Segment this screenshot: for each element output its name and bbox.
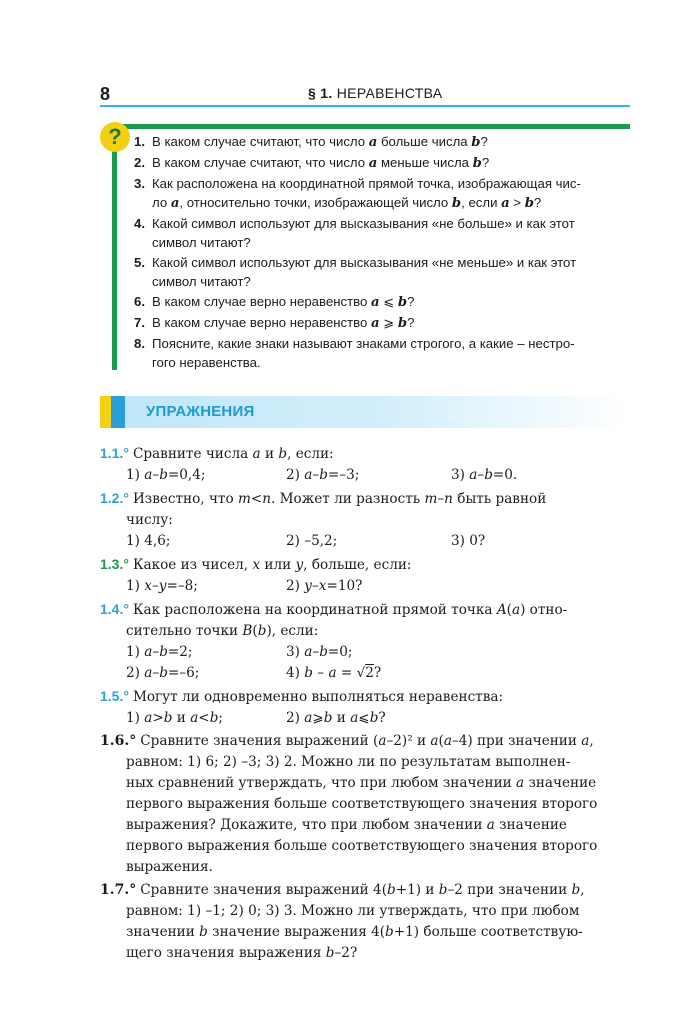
exercise-text: Сравните числа a и b, если: <box>132 446 334 462</box>
exercise-statement <box>100 731 630 752</box>
section-name: НЕРАВЕНСТВА <box>336 85 443 101</box>
exercise-item <box>100 599 630 684</box>
exercise-text: Сравните значения выражений 4(b+1) и b–2 при значении b, <box>140 882 585 898</box>
exercise-number: 1.4.° <box>100 601 129 617</box>
exercise-text: Могут ли одновременно выполняться неравенства: <box>132 689 504 705</box>
exercise-item <box>100 686 630 729</box>
header-rule <box>100 105 630 107</box>
question-item <box>134 174 630 213</box>
exercise-continuation: числу: <box>126 512 173 528</box>
question-item <box>134 132 630 152</box>
question-text: Какой символ используют для высказывания «не больше» и как этот символ читают? <box>152 216 575 250</box>
exercise-option <box>451 663 601 684</box>
exercise-options-row <box>100 465 630 486</box>
exercise-item <box>100 731 630 878</box>
exercise-text: Сравните значения выражений (a–2)² и a(a–4) при значении a, <box>140 733 594 749</box>
exercise-number: 1.1.° <box>100 445 129 461</box>
exercise-option: 2) y–x=10? <box>286 578 363 594</box>
exercise-option: 1) a–b=0,4; <box>126 467 206 483</box>
exercise-number: 1.5.° <box>100 688 129 704</box>
question-item <box>134 292 630 312</box>
section-title <box>308 85 442 101</box>
exercise-item <box>100 554 630 597</box>
banner-blue-bar <box>111 396 125 428</box>
question-item <box>134 253 630 291</box>
question-number: 3. <box>134 176 145 191</box>
exercise-statement <box>100 599 630 621</box>
question-text: В каком случае верно неравенство a ⩾ b? <box>152 315 415 331</box>
question-number: 7. <box>134 315 145 330</box>
question-text: В каком случае считают, что число a меньше числа b? <box>152 155 490 171</box>
question-text: Какой символ используют для высказывания «не меньше» и как этот символ читают? <box>152 255 577 289</box>
exercise-option: 2) a–b=–6; <box>126 665 200 681</box>
question-text: Как расположена на координатной прямой точка, изображающая чис- ло a, относительно точки, изображающей число b, если a > b? <box>152 176 581 211</box>
exercise-item <box>100 880 630 964</box>
exercise-continuation: равном: 1) 6; 2) –3; 3) 2. Можно ли по результатам выполнен- ных сравнений утверждать, что при любом значении a значение первого выражения больше соответствующего значения второго выражения? Докажите, что при любом значении a значение первого выражения больше соответствующего значения второго выражения. <box>126 754 598 875</box>
question-number: 6. <box>134 294 145 309</box>
question-number: 1. <box>134 134 145 149</box>
exercise-number: 1.2.° <box>100 490 129 506</box>
exercises-banner <box>100 396 630 428</box>
exercise-statement <box>100 488 630 510</box>
exercise-option: 3) a–b=0; <box>286 644 353 660</box>
question-number: 4. <box>134 216 145 231</box>
section-mark: § 1. <box>308 85 333 101</box>
question-number: 2. <box>134 155 145 170</box>
exercise-option: 1) a>b и a<b; <box>126 710 223 726</box>
exercise-option <box>451 708 601 729</box>
exercise-options-row <box>100 576 630 597</box>
exercise-statement <box>100 880 630 901</box>
question-item <box>134 334 630 372</box>
exercise-statement <box>100 443 630 465</box>
question-number: 8. <box>134 336 145 351</box>
exercise-continuation: сительно точки B(b), если: <box>126 623 319 639</box>
exercises-title: УПРАЖНЕНИЯ <box>146 403 255 420</box>
questions-top-rule <box>112 124 630 129</box>
exercise-number: 1.3.° <box>100 556 129 572</box>
question-item <box>134 313 630 333</box>
exercise-statement <box>100 686 630 708</box>
exercise-number: 1.6.° <box>100 733 137 749</box>
exercise-option: 3) 0? <box>451 533 486 549</box>
exercise-option: 1) x–y=–8; <box>126 578 198 594</box>
exercise-options-row <box>100 642 630 663</box>
page-number: 8 <box>100 84 111 104</box>
banner-yellow-bar <box>100 396 111 428</box>
question-number: 5. <box>134 255 145 270</box>
exercise-option: 2) a⩾b и a⩽b? <box>286 710 386 726</box>
question-text: Поясните, какие знаки называют знаками строгого, а какие – нестро- гого неравенства. <box>152 336 575 370</box>
exercise-option: 1) a–b=2; <box>126 644 193 660</box>
exercise-options-row <box>100 708 630 729</box>
exercise-options-row <box>100 663 630 684</box>
exercise-number: 1.7.° <box>100 882 137 898</box>
exercise-item <box>100 443 630 486</box>
exercise-option: 3) a–b=0. <box>451 467 518 483</box>
exercise-option <box>451 642 601 663</box>
exercise-option: 2) –5,2; <box>286 533 338 549</box>
exercise-text: Какое из чисел, x или y, больше, если: <box>132 557 412 573</box>
exercise-option <box>451 576 601 597</box>
exercise-option: 4) b – a = √2? <box>286 665 382 681</box>
question-item <box>134 153 630 173</box>
exercise-continuation: равном: 1) –1; 2) 0; 3) 3. Можно ли утверждать, что при любом значении b значение выражения 4(b+1) больше соответствую- щего значения выражения b–2? <box>126 903 583 961</box>
questions-list <box>134 132 630 373</box>
question-mark-icon: ? <box>100 122 130 152</box>
question-item <box>134 214 630 252</box>
exercise-option: 1) 4,6; <box>126 533 171 549</box>
exercise-options-row <box>100 531 630 552</box>
question-text: В каком случае верно неравенство a ⩽ b? <box>152 294 415 310</box>
exercise-option: 2) a–b=–3; <box>286 467 360 483</box>
exercise-item <box>100 488 630 552</box>
questions-left-rule <box>112 124 117 370</box>
exercise-text: Как расположена на координатной прямой точка A(a) отно- <box>132 602 568 618</box>
exercises-list <box>100 443 630 966</box>
question-text: В каком случае считают, что число a больше числа b? <box>152 134 488 150</box>
exercise-text: Известно, что m<n. Может ли разность m–n быть равной <box>132 491 547 507</box>
exercise-statement <box>100 554 630 576</box>
